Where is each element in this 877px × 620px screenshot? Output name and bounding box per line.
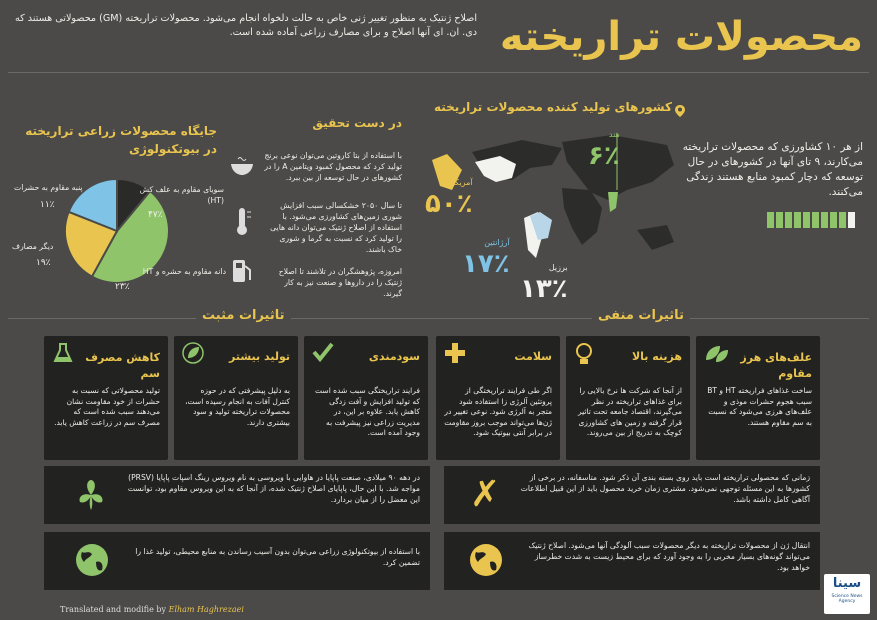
x-mark-icon: ✗ <box>470 474 501 515</box>
country-name: برزیل <box>548 263 568 272</box>
credit-name: Elham Haghrezaei <box>168 605 244 614</box>
country-usa <box>425 170 473 219</box>
pie-value-other: ۱۹٪ <box>36 258 51 268</box>
pie-value-insect-ht: ۲۳٪ <box>115 282 130 292</box>
country-brazil <box>520 255 568 304</box>
research-item: امروزه، پژوهشگران در تلاشند تا اصلاح ژنتیک را در داروها و صنعت نیز به کار گیرند. <box>278 267 402 298</box>
farmer-icon <box>830 212 837 228</box>
farmer-icon <box>785 212 792 228</box>
box-text: تولید محصولاتی که نسبت به حشرات از خود مقاومت نشان می‌دهند سبب شده است که مصرف سم در زراعت کاهش یابد. <box>54 386 160 427</box>
box-text: از آنجا که شرکت ها نرخ بالایی را برای غذاهای تراریخته در نظر می‌گیرند، اقتصاد جامعه تحت تاثیر قرار گرفته و زمین های کشاورزی کوچک به تدریج از بین می‌روند. <box>577 386 682 437</box>
country-pct: ۱۳٪ <box>520 274 568 304</box>
row-text: با استفاده از بیوتکنولوژی زراعی می‌توان بدون آسیب رساندن به منابع محیطی، تولید غذا را تضمین کرد. <box>135 547 420 567</box>
country-pct: ۶٪ <box>588 141 620 171</box>
negative-box-weeds <box>696 336 820 460</box>
page-title: محصولات تراریخته <box>499 14 863 60</box>
farmer-icon <box>767 212 774 228</box>
box-text: ساخت غذاهای فراریخته HT و BT سبب هجوم حشرات موذی و علف‌های هرزی می‌شود که نسبت به سم مقاوم هستند. <box>707 386 812 427</box>
mid-divider <box>8 318 869 319</box>
credit-prefix: Translated and modifie by <box>60 605 167 614</box>
row-text: زمانی که محصولی تراریخته است باید روی بسته بندی آن ذکر شود. متاسفانه، در برخی از کشورها به این مسئله توجهی نمی‌شود. مشتری زمان خرید محصول باید از این قبیل اطلاعات آگاهی کامل داشته باشد. <box>520 473 810 504</box>
farmer-icon <box>794 212 801 228</box>
positive-box-benefit <box>304 336 428 460</box>
research-heading: در دست تحقیق <box>312 116 402 130</box>
country-name: هند <box>608 130 620 139</box>
negative-box-cost <box>566 336 690 460</box>
positive-heading: تاثیرات مثبت <box>196 308 291 323</box>
globe-icon <box>468 542 504 582</box>
box-title: کاهش مصرف سم <box>85 351 160 380</box>
box-title: علف‌های هرز مقاوم <box>740 351 812 380</box>
country-pct: ۱۷٪ <box>462 249 510 279</box>
box-title: سودمندی <box>368 350 420 363</box>
pie-label-ht: سویای مقاوم به علف کش (HT) <box>139 185 224 205</box>
plant-icon <box>74 478 108 516</box>
negative-heading: تاثیرات منفی <box>592 308 690 323</box>
logo-text: سینا <box>832 576 862 591</box>
country-name: آمریکا <box>452 178 473 187</box>
research-item: با استفاده از بتا کاروتین می‌توان نوعی برنج تولید کرد که محصول کمبود ویتامین A را در کشورهای در حال توسعه از بین ببرد. <box>264 151 402 182</box>
country-argentina <box>462 230 510 279</box>
box-title: تولید بیشتر <box>229 350 290 363</box>
header-divider <box>8 72 869 73</box>
farmer-icon <box>803 212 810 228</box>
labeling-box <box>444 466 820 524</box>
bowl-icon <box>230 156 254 180</box>
box-title: سلامت <box>514 350 552 363</box>
box-title: هزینه بالا <box>631 350 682 363</box>
contamination-box <box>444 532 820 590</box>
positive-box-production <box>174 336 298 460</box>
globe-icon <box>74 542 110 582</box>
pie-value-cotton: ۱۱٪ <box>40 200 55 210</box>
logo-sub: Science News Agency <box>831 594 863 604</box>
pie-label-other: دیگر مصارف <box>12 242 54 251</box>
medical-icon <box>444 342 466 368</box>
map-pin-icon <box>675 102 685 112</box>
biotech-heading: جایگاه محصولات زراعی تراریخته در بیوتکنولوژی <box>25 124 217 156</box>
country-name: آرژانتین <box>484 238 510 247</box>
box-text: فرایند تراریختگی سبب شده است که تولید افزایش و آفت زدگی کاهش یابد. علاوه بر این، در مدیریت زراعی نیز پیشرفت به وجود آمده است. <box>315 386 420 437</box>
farmers-note: از هر ۱۰ کشاورزی که محصولات تراریخته می‌کارند، ۹ تای آنها در کشورهای در حال توسعه که دچار کمبود منابع هستند زندگی می‌کنند. <box>682 141 863 198</box>
fuel-pump-icon <box>230 256 254 290</box>
credit <box>60 605 244 614</box>
country-india <box>588 122 620 171</box>
bulb-icon <box>574 342 594 370</box>
farmer-icon <box>821 212 828 228</box>
box-text: به دلیل پیشرفتی که در حوزه کنترل آفات به انجام رسیده است، محصولات تراریخته تولید و سود بیشتری دارند. <box>185 386 290 427</box>
pie-label-insect-ht: دانه مقاوم به حشره و HT <box>142 267 226 276</box>
pie-value-ht: ۴۷٪ <box>148 210 163 220</box>
papaya-box <box>44 466 430 524</box>
check-icon <box>312 342 334 366</box>
countries-heading: کشورهای تولید کننده محصولات تراریخته <box>433 100 672 114</box>
positive-box-pesticide <box>44 336 168 460</box>
pie-label-cotton: پنبه مقاوم به حشرات <box>14 183 83 192</box>
row-text: در دهه ۹۰ میلادی، صنعت پاپایا در هاوایی با ویروسی به نام ویروس رینگ اسپات پاپایا (PRSV) مواجه شد. با این حال، پاپایای اصلاح ژنتیک شده، از آنجا که به این ویروس مقاوم بود، توانست این معضل را از میان بردارد. <box>127 473 420 504</box>
farmers-pictogram <box>765 212 855 232</box>
leaves-icon <box>704 342 730 368</box>
farmer-icon <box>812 212 819 228</box>
research-item: تا سال ۲۰۵۰ خشکسالی سبب افزایش شوری زمین‌های کشاورزی می‌شود. با استفاده از اصلاح ژنتیک می‌توان دانه هایی را تولید کرد که نسبت به گرما و شوری خاک باشند. <box>270 201 402 254</box>
farmer-icon <box>848 212 855 228</box>
environment-box <box>44 532 430 590</box>
leaf-icon <box>182 342 204 368</box>
row-text: انتقال ژن از محصولات تراریخته به دیگر محصولات سبب آلودگی آنها می‌شود. اصلاح ژنتیک می‌تواند گونه‌های بسیار مخربی را به وجود آورد که برای محیط زیست به شدت خطرساز خواهد بود. <box>528 541 810 572</box>
agency-logo <box>824 574 870 614</box>
intro-text: اصلاح ژنتیک به منظور تغییر ژنی خاص به حالت دلخواه انجام می‌شود. محصولات تراریخته (GM) محصولاتی هستند که دی. ان. ای آنها اصلاح و برای مصارف زراعی آماده شده است. <box>15 13 477 38</box>
research-panel <box>230 116 402 306</box>
farmer-icon <box>776 212 783 228</box>
country-pct: ۵۰٪ <box>425 189 473 219</box>
negative-box-health <box>436 336 560 460</box>
box-text: اگر طی فرایند تراریختگی از پروتئین آلرژی زا استفاده شود متجر به آلرژی شود. نوعی تغییر در ژن‌ها می‌تواند موجب بروز مقاومت در برابر آنتی بیوتیک شود. <box>444 386 552 437</box>
farmer-icon <box>839 212 846 228</box>
thermometer-icon <box>230 206 254 240</box>
